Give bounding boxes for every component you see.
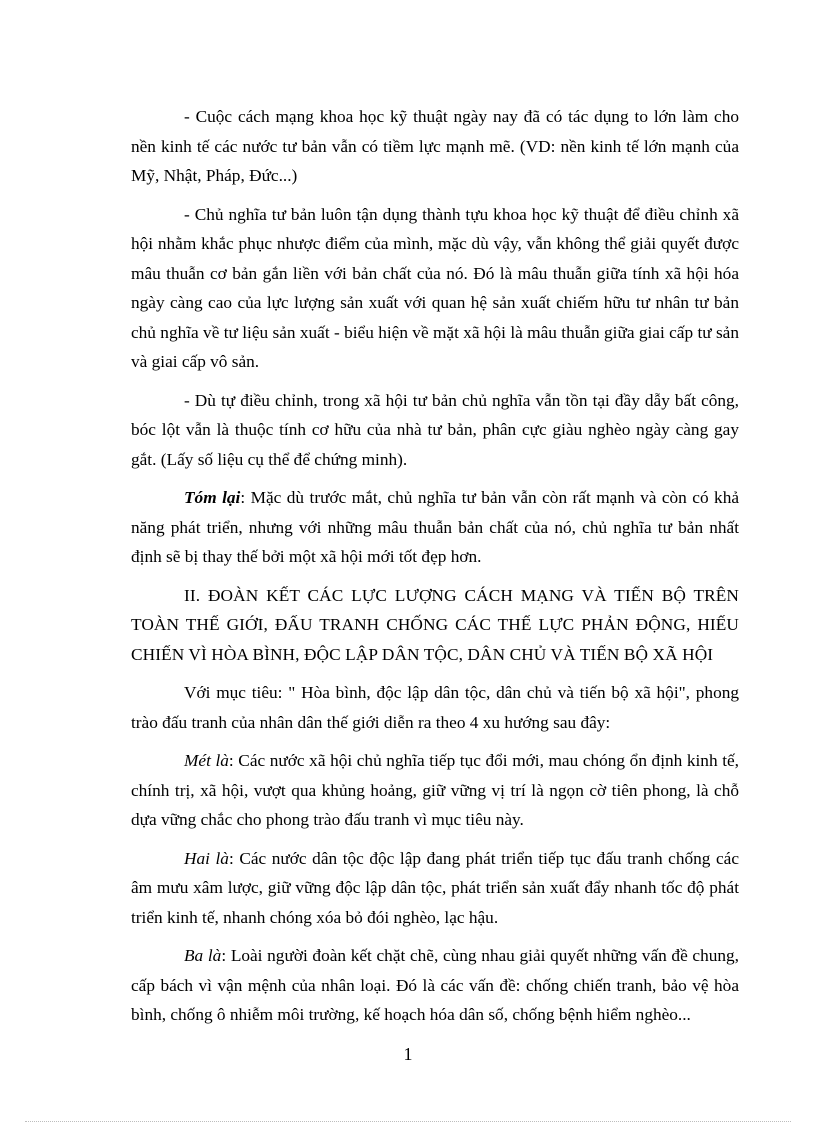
- footer-divider: [25, 1121, 791, 1122]
- trend-lead: Ba là: [184, 946, 222, 965]
- summary-lead: Tóm lại: [184, 488, 241, 507]
- paragraph: - Dù tự điều chỉnh, trong xã hội tư bản chủ nghĩa vẫn tồn tại đầy dẫy bất công, bóc lột vẫn là thuộc tính cơ hữu của nhà tư bản, phân cực giàu nghèo ngày càng gay gắt. (Lấy số liệu cụ thể để chứng minh).: [131, 390, 739, 469]
- trend-paragraph: Mét là: Các nước xã hội chủ nghĩa tiếp tục đổi mới, mau chóng ổn định kinh tế, chính trị, xã hội, vượt qua khủng hoảng, giữ vững vị trí là ngọn cờ tiên phong, là chỗ dựa vững chắc cho phong trào đấu tranh vì mục tiêu này.: [131, 751, 739, 829]
- trend-paragraph: Hai là: Các nước dân tộc độc lập đang phát triển tiếp tục đấu tranh chống các âm mưu xâm lược, giữ vững độc lập dân tộc, phát triển sản xuất đẩy nhanh tốc độ phát triển kinh tế, nhanh chóng xóa bỏ đói nghèo, lạc hậu.: [131, 848, 739, 927]
- trend-lead: Mét là: [184, 751, 229, 770]
- paragraph: - Chủ nghĩa tư bản luôn tận dụng thành tựu khoa học kỹ thuật để điều chỉnh xã hội nhằm khắc phục nhược điểm của mình, mặc dù vậy, vẫn không thể giải quyết được mâu thuẫn cơ bản gắn liền với bản chất của nó. Đó là mâu thuẫn giữa tính xã hội hóa ngày càng cao của lực lượng sản xuất với quan hệ sản xuất chiếm hữu tư nhân tư bản chủ nghĩa về tư liệu sản xuất - biểu hiện về mặt xã hội là mâu thuẫn giữa giai cấp tư sản và giai cấp vô sản.: [131, 204, 739, 371]
- paragraph: - Cuộc cách mạng khoa học kỹ thuật ngày nay đã có tác dụng to lớn làm cho nền kinh tế các nước tư bản vẫn có tiềm lực mạnh mẽ. (VD: nền kinh tế lớn mạnh của Mỹ, Nhật, Pháp, Đức...): [131, 107, 739, 185]
- summary-paragraph: Tóm lại: Mặc dù trước mắt, chủ nghĩa tư bản vẫn còn rất mạnh và còn có khả năng phát triển, nhưng với những mâu thuẫn bản chất của nó, chủ nghĩa tư bản nhất định sẽ bị thay thế bởi một xã hội mới tốt đẹp hơn.: [131, 488, 739, 566]
- intro-paragraph: Với mục tiêu: " Hòa bình, độc lập dân tộc, dân chủ và tiến bộ xã hội", phong trào đấu tranh của nhân dân thế giới diễn ra theo 4 xu hướng sau đây:: [131, 683, 739, 732]
- trend-paragraph: Ba là: Loài người đoàn kết chặt chẽ, cùng nhau giải quyết những vấn đề chung, cấp bách vì vận mệnh của nhân loại. Đó là các vấn đề: chống chiến tranh, bảo vệ hòa bình, chống ô nhiễm môi trường, kế hoạch hóa dân số, chống bệnh hiểm nghèo...: [131, 946, 739, 1024]
- document-body: [131, 102, 739, 1039]
- trend-lead: Hai là: [184, 848, 229, 868]
- page-number: 1: [403, 1044, 413, 1064]
- section-heading: II. ĐOÀN KẾT CÁC LỰC LƯỢNG CÁCH MẠNG VÀ TIẾN BỘ TRÊN TOÀN THẾ GIỚI, ĐẤU TRANH CHỐNG CÁC THẾ LỰC PHẢN ĐỘNG, HIẾU CHIẾN VÌ HÒA BÌNH, ĐỘC LẬP DÂN TỘC, DÂN CHỦ VÀ TIẾN BỘ XÃ HỘI: [131, 585, 739, 664]
